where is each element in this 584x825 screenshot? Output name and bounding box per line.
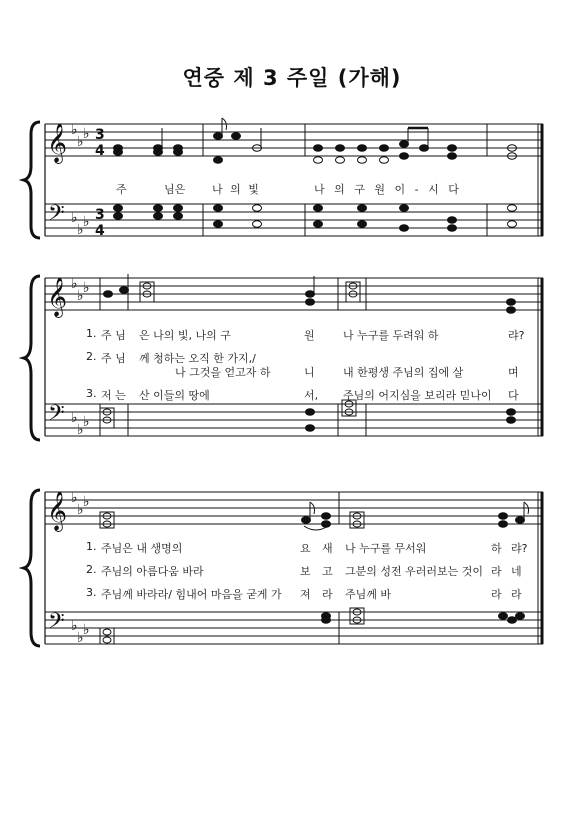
svg-text:♭: ♭ xyxy=(83,414,90,430)
verse-lyric: 께 청하는 오직 한 가지,/ xyxy=(139,352,256,365)
verse-lyric: 라 xyxy=(511,588,522,601)
verse-lyric: 주님의 아름다움 바라 xyxy=(101,565,204,578)
verse-lyric: 내 한평생 주님의 집에 살 xyxy=(343,366,464,379)
verse-number: 1. xyxy=(86,540,97,553)
verse-lyric: 네 xyxy=(511,565,522,578)
time-signature-top-bass: 3 xyxy=(95,207,105,223)
verse-lyric: 니 xyxy=(304,366,315,379)
verse-lyric: 주님의 어지심을 보리라 믿나이 xyxy=(343,389,492,402)
time-signature-top: 3 xyxy=(95,127,105,143)
verse-lyric: 랴? xyxy=(508,329,525,342)
verse-lyric: 저 는 xyxy=(101,389,126,402)
svg-text:♭: ♭ xyxy=(83,126,90,142)
svg-text:♭: ♭ xyxy=(77,288,84,304)
treble-clef-icon: 𝄞 xyxy=(47,491,68,531)
treble-notes xyxy=(114,118,517,163)
svg-text:♭: ♭ xyxy=(71,618,78,634)
verse-lyric: 나 그것을 얻고자 하 xyxy=(175,366,271,379)
verse-lyric: 나 누구를 두려워 하 xyxy=(343,329,439,342)
system-brace xyxy=(24,276,40,440)
svg-text:♭: ♭ xyxy=(83,622,90,638)
lyric-syllable: 나 의 빛 xyxy=(212,183,259,196)
treble-staff xyxy=(45,278,543,310)
verse-lyric: 주님께 바 xyxy=(345,588,392,601)
lyric-syllable: 님은 xyxy=(164,183,186,196)
verse-lyric: 주 님 xyxy=(101,329,126,342)
verse-lyric: 라 xyxy=(322,588,333,601)
verse-lyric: 져 xyxy=(300,588,311,601)
verse-lyric: 원 xyxy=(304,329,315,342)
verse-lyric: 산 이들의 땅에 xyxy=(139,389,210,402)
svg-text:♭: ♭ xyxy=(71,210,78,226)
svg-text:♭: ♭ xyxy=(71,410,78,426)
page-title: 연중 제 3 주일 (가해) xyxy=(182,66,402,90)
verse-lyric: 주 님 xyxy=(101,352,126,365)
verse-number: 2. xyxy=(86,563,97,576)
time-signature-bottom: 4 xyxy=(95,143,105,159)
verse-number: 3. xyxy=(86,586,97,599)
bass-clef-icon: 𝄢 xyxy=(48,401,65,431)
verse-number: 3. xyxy=(86,387,97,400)
verse-number: 1. xyxy=(86,327,97,340)
verse-lyric: 서, xyxy=(304,389,319,402)
verse-lyric: 주님은 내 생명의 xyxy=(101,542,183,555)
svg-text:♭: ♭ xyxy=(77,222,84,238)
bass-notes xyxy=(100,608,525,644)
svg-text:♭: ♭ xyxy=(71,122,78,138)
svg-text:♭: ♭ xyxy=(77,422,84,438)
lyric-syllable: 주 xyxy=(116,183,127,196)
barlines xyxy=(203,124,487,236)
treble-clef-icon: 𝄞 xyxy=(47,277,68,317)
svg-text:♭: ♭ xyxy=(71,490,78,506)
verse-lyric: 요 xyxy=(300,542,311,555)
svg-text:♭: ♭ xyxy=(83,214,90,230)
svg-text:♭: ♭ xyxy=(83,280,90,296)
svg-text:♭: ♭ xyxy=(83,494,90,510)
verse-lyric: 하 xyxy=(491,542,502,555)
verse-lyric: 주님께 바라라/ 힘내어 마음을 굳게 가 xyxy=(101,588,282,601)
bass-staff xyxy=(45,612,543,644)
time-signature-bottom-bass: 4 xyxy=(95,223,105,239)
bass-clef-icon: 𝄢 xyxy=(48,201,65,231)
verse-lyric: 라 xyxy=(491,565,502,578)
verse-lyric: 라 xyxy=(491,588,502,601)
verse-lyric: 새 xyxy=(322,542,333,555)
svg-text:♭: ♭ xyxy=(71,276,78,292)
bass-clef-icon: 𝄢 xyxy=(48,609,65,639)
verse-number: 2. xyxy=(86,350,97,363)
verse-lyric: 다 xyxy=(508,389,519,402)
system-brace xyxy=(24,490,40,646)
svg-text:♭: ♭ xyxy=(77,502,84,518)
key-signature-bass xyxy=(71,210,90,238)
treble-clef-icon: 𝄞 xyxy=(47,123,68,163)
key-signature-treble xyxy=(71,276,90,304)
verse-lyric: 랴? xyxy=(511,542,528,555)
lyric-syllable: 나 의 구 원 이 - 시 다 xyxy=(314,183,459,196)
music-system-1 xyxy=(0,110,584,250)
key-signature-treble xyxy=(71,122,90,150)
key-signature-treble xyxy=(71,490,90,518)
verse-lyric: 나 누구를 무서워 xyxy=(345,542,427,555)
verse-lyric: 그분의 성전 우러러보는 것이 xyxy=(345,565,484,578)
system-brace xyxy=(24,122,40,238)
verse-lyric: 보 xyxy=(300,565,311,578)
bass-staff xyxy=(45,404,543,436)
verse-lyric: 은 나의 빛, 나의 구 xyxy=(139,329,231,342)
svg-text:♭: ♭ xyxy=(77,134,84,150)
bass-notes xyxy=(100,400,516,431)
key-signature-bass xyxy=(71,410,90,438)
bass-notes xyxy=(114,205,517,232)
key-signature-bass xyxy=(71,618,90,646)
treble-staff xyxy=(45,492,543,524)
verse-lyric: 고 xyxy=(322,565,333,578)
verse-lyric: 며 xyxy=(508,366,519,379)
svg-text:♭: ♭ xyxy=(77,630,84,646)
